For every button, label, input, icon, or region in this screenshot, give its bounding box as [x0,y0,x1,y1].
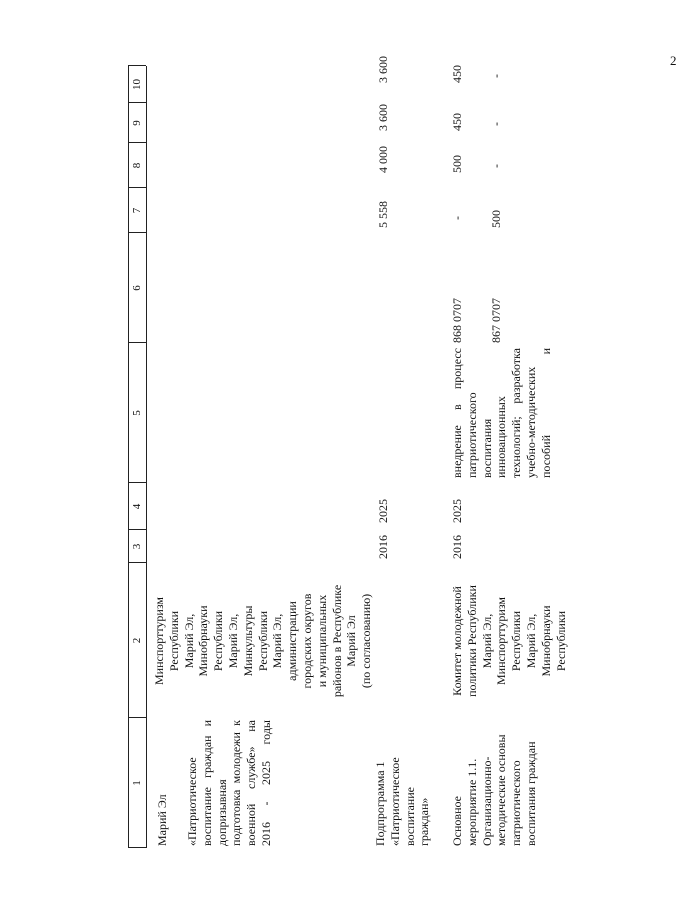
activity-col8-a: 500 [450,155,464,173]
rotated-table [128,48,628,848]
activity-col7-b: 500 [489,210,503,228]
column-header-7: 7 [131,207,143,214]
program-title: «Патриотическое воспитание граждан и допризывная подготовка молодежи к военной службе» на 2016 - 2025 годы [185,720,273,846]
activity-code-a: 868 0707 [450,298,464,343]
subprogram-start-year: 2016 [376,535,390,559]
activity-start-year: 2016 [450,535,464,559]
activity-col7-a: - [450,216,464,220]
activity-executors: Комитет молодежной политики Республики Марий Эл, Минспорттуризм Республики Марий Эл, Минобрнауки Республики [450,585,568,697]
activity-col8-b: - [489,164,503,168]
header-bottom-border [146,66,147,848]
subprogram-value-col10: 3 600 [376,56,390,83]
column-header-4: 4 [131,503,143,510]
subprogram-value-col7: 5 558 [376,201,390,228]
subprogram-title: Подпрограмма 1 «Патриотическое воспитание граждан» [373,757,432,846]
subprogram-end-year: 2025 [376,499,390,523]
activity-end-year: 2025 [450,499,464,523]
column-header-2: 2 [131,637,143,644]
activity-code-b: 867 0707 [489,298,503,343]
activity-col9-b: - [489,122,503,126]
column-header-3: 3 [131,543,143,550]
column-header-6: 6 [131,285,143,291]
program-executors: Минспорттуризм Республики Марий Эл, Минобрнауки Республики Марий Эл, Минкультуры Республики Марий Эл, администрации городских округов и муниципальных районов в Республике Марий Эл (по согласованию) [152,584,374,698]
subprogram-value-col9: 3 600 [376,104,390,131]
program-region-text: Марий Эл [155,794,169,846]
column-header-8: 8 [131,162,143,169]
column-header-10: 10 [131,79,143,90]
column-header-5: 5 [131,410,143,416]
subprogram-value-col8: 4 000 [376,146,390,173]
column-header-1: 1 [131,780,143,786]
column-header-9: 9 [131,120,143,126]
page-number: 2 [670,53,677,68]
activity-col9-a: 450 [450,113,464,131]
activity-title: Основное мероприятие 1.1. Организационно-методические основы патриотического воспитания граждан [450,734,538,846]
activity-description: внедрение в процесс патриотического воспитания инновационных технологий; разработка учебно-методических пособий и [450,348,553,478]
activity-col10-a: 450 [450,65,464,83]
activity-col10-b: - [489,74,503,78]
